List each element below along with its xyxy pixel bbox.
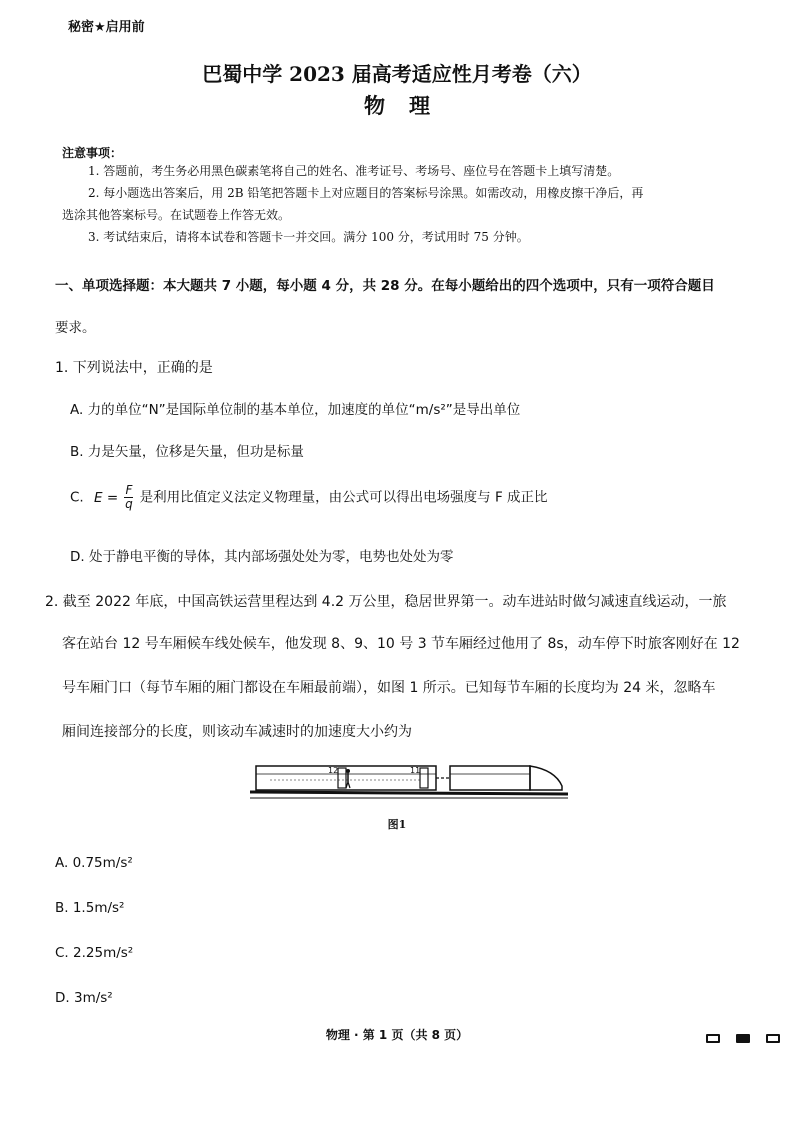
notice-item: 3. 考试结束后，请将本试卷和答题卡一并交回。满分 100 分，考试用时 75 分钟。 [88,230,529,244]
q1-option-b: B. 力是矢量，位移是矢量，但功是标量 [70,444,304,460]
question-2-line: 2. 截至 2022 年底，中国高铁运营里程达到 4.2 万公里，稳居世界第一。动车进站时做匀减速直线运动，一旅 [45,594,727,610]
q1-option-d: D. 处于静电平衡的导体，其内部场强处处为零，电势也处处为零 [70,549,454,565]
notice-item: 1. 答题前，考生务必用黑色碳素笔将自己的姓名、准考证号、考场号、座位号在答题卡上填写清楚。 [88,164,620,178]
q1-option-c [70,484,548,511]
exam-title: 巴蜀中学 2023 届高考适应性月考卷（六） [202,62,592,86]
q2-option-b: B. 1.5m/s² [55,900,125,916]
figure-caption: 图1 [387,818,407,831]
marker-outline-icon [706,1034,720,1043]
formula-lhs: E = [94,489,119,506]
car-number-right: 11 [410,766,421,775]
option-c-label: C. [70,489,84,506]
question-2-line: 号车厢门口（每节车厢的厢门都设在车厢最前端），如图 1 所示。已知每节车厢的长度均为 24 米，忽略车 [62,680,716,696]
passenger-icon [346,769,350,788]
q1-option-a: A. 力的单位“N”是国际单位制的基本单位，加速度的单位“m/s²”是导出单位 [70,402,521,418]
fraction-denominator: q [125,497,133,511]
fraction-numerator: F [125,483,133,497]
subject-title: 物理 [364,93,454,118]
platform-line [250,792,568,794]
train-body [256,766,562,790]
page-marker-icons [706,1034,780,1043]
marker-filled-icon [736,1034,750,1043]
secret-label: 秘密★启用前 [68,20,145,35]
formula-fraction [124,484,133,511]
section-heading-cont: 要求。 [55,320,96,336]
notice-item: 2. 每小题选出答案后，用 2B 铅笔把答题卡上对应题目的答案标号涂黑。如需改动，用橡皮擦干净后，再 [88,186,644,200]
car-number-left: 12 [328,766,339,775]
question-2-line: 客在站台 12 号车厢候车线处候车，他发现 8、9、10 号 3 节车厢经过他用了 8s，动车停下时旅客刚好在 12 [62,636,740,652]
question-2-line: 厢间连接部分的长度，则该动车减速时的加速度大小约为 [62,724,412,740]
notice-item: 选涂其他答案标号。在试题卷上作答无效。 [62,208,291,222]
notice-heading: 注意事项： [62,146,123,160]
option-c-text: 是利用比值定义法定义物理量，由公式可以得出电场强度与 F 成正比 [139,489,548,506]
train-figure [250,758,570,806]
marker-outline-icon [766,1034,780,1043]
q2-option-d: D. 3m/s² [55,990,113,1006]
question-1-stem: 1. 下列说法中，正确的是 [55,360,213,376]
q2-option-a: A. 0.75m/s² [55,855,133,871]
page-footer: 物理 · 第 1 页（共 8 页） [325,1028,469,1042]
section-heading: 一、单项选择题：本大题共 7 小题，每小题 4 分，共 28 分。在每小题给出的四个选项中，只有一项符合题目 [55,278,715,294]
q2-option-c: C. 2.25m/s² [55,945,134,961]
